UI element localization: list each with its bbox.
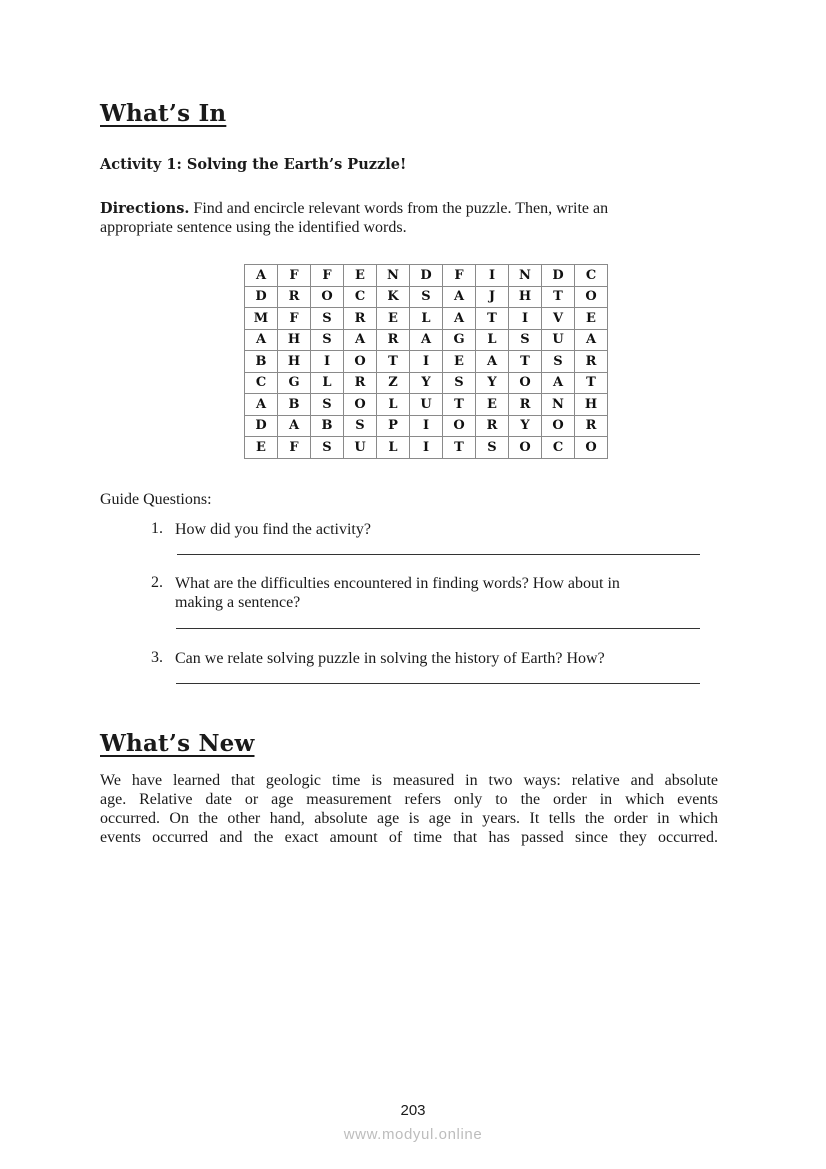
puzzle-cell[interactable]: C: [542, 437, 575, 459]
puzzle-cell[interactable]: O: [311, 286, 344, 308]
puzzle-cell[interactable]: S: [443, 372, 476, 394]
puzzle-cell[interactable]: I: [509, 308, 542, 330]
puzzle-cell[interactable]: D: [245, 415, 278, 437]
puzzle-cell[interactable]: T: [575, 372, 608, 394]
puzzle-cell[interactable]: S: [311, 437, 344, 459]
puzzle-cell[interactable]: N: [377, 265, 410, 287]
puzzle-cell[interactable]: E: [476, 394, 509, 416]
puzzle-cell[interactable]: O: [542, 415, 575, 437]
puzzle-cell[interactable]: R: [476, 415, 509, 437]
puzzle-row: [245, 351, 608, 373]
puzzle-cell[interactable]: L: [410, 308, 443, 330]
puzzle-cell[interactable]: T: [443, 437, 476, 459]
puzzle-cell[interactable]: A: [443, 286, 476, 308]
puzzle-cell[interactable]: S: [311, 394, 344, 416]
puzzle-cell[interactable]: R: [344, 308, 377, 330]
puzzle-cell[interactable]: D: [542, 265, 575, 287]
puzzle-cell[interactable]: G: [443, 329, 476, 351]
puzzle-cell[interactable]: M: [245, 308, 278, 330]
puzzle-cell[interactable]: J: [476, 286, 509, 308]
answer-line[interactable]: [176, 628, 700, 629]
puzzle-cell[interactable]: S: [410, 286, 443, 308]
puzzle-cell[interactable]: A: [542, 372, 575, 394]
puzzle-cell[interactable]: A: [344, 329, 377, 351]
puzzle-cell[interactable]: A: [410, 329, 443, 351]
page-number: 203: [400, 1102, 426, 1119]
puzzle-cell[interactable]: A: [245, 265, 278, 287]
puzzle-cell[interactable]: S: [542, 351, 575, 373]
puzzle-cell[interactable]: U: [542, 329, 575, 351]
puzzle-cell[interactable]: T: [509, 351, 542, 373]
puzzle-cell[interactable]: O: [575, 286, 608, 308]
question-text: [175, 574, 705, 612]
puzzle-cell[interactable]: O: [443, 415, 476, 437]
puzzle-cell[interactable]: A: [245, 329, 278, 351]
puzzle-cell[interactable]: B: [245, 351, 278, 373]
puzzle-cell[interactable]: A: [476, 351, 509, 373]
puzzle-cell[interactable]: N: [542, 394, 575, 416]
puzzle-cell[interactable]: L: [476, 329, 509, 351]
paragraph-line: We have learned that geologic time is measured in two ways: relative and absolute: [100, 772, 718, 789]
question-text-line: making a sentence?: [175, 594, 301, 611]
puzzle-cell[interactable]: C: [575, 265, 608, 287]
puzzle-cell[interactable]: L: [377, 394, 410, 416]
puzzle-cell[interactable]: F: [278, 265, 311, 287]
directions: [100, 199, 740, 237]
puzzle-cell[interactable]: E: [575, 308, 608, 330]
puzzle-cell[interactable]: L: [311, 372, 344, 394]
puzzle-cell[interactable]: G: [278, 372, 311, 394]
paragraph-line: events occurred and the exact amount of time that has passed since they occurred.: [100, 829, 718, 846]
puzzle-cell[interactable]: R: [509, 394, 542, 416]
directions-label: Directions.: [100, 200, 190, 217]
puzzle-cell[interactable]: H: [278, 351, 311, 373]
puzzle-cell[interactable]: I: [410, 437, 443, 459]
puzzle-cell[interactable]: A: [278, 415, 311, 437]
puzzle-cell[interactable]: D: [410, 265, 443, 287]
directions-text-1: Find and encircle relevant words from the puzzle. Then, write an: [189, 200, 609, 217]
puzzle-cell[interactable]: R: [377, 329, 410, 351]
puzzle-cell[interactable]: R: [575, 415, 608, 437]
puzzle-cell[interactable]: F: [443, 265, 476, 287]
puzzle-cell[interactable]: P: [377, 415, 410, 437]
question-number: 1.: [151, 520, 163, 537]
puzzle-cell[interactable]: O: [344, 351, 377, 373]
puzzle-cell[interactable]: B: [278, 394, 311, 416]
whats-new-heading: What’s New: [100, 730, 255, 757]
whats-in-heading: What’s In: [100, 100, 227, 127]
puzzle-cell[interactable]: H: [278, 329, 311, 351]
paragraph-line: age. Relative date or age measurement refers only to the order in which events: [100, 791, 718, 808]
answer-line[interactable]: [176, 683, 700, 684]
puzzle-cell[interactable]: A: [245, 394, 278, 416]
puzzle-cell[interactable]: E: [344, 265, 377, 287]
puzzle-cell[interactable]: S: [344, 415, 377, 437]
puzzle-cell[interactable]: N: [509, 265, 542, 287]
puzzle-cell[interactable]: R: [278, 286, 311, 308]
puzzle-cell[interactable]: S: [476, 437, 509, 459]
puzzle-cell[interactable]: Y: [476, 372, 509, 394]
question-number: 2.: [151, 574, 163, 591]
puzzle-cell[interactable]: R: [575, 351, 608, 373]
puzzle-cell[interactable]: U: [344, 437, 377, 459]
whats-new-paragraph: [100, 771, 718, 847]
puzzle-cell[interactable]: O: [509, 437, 542, 459]
puzzle-cell[interactable]: H: [509, 286, 542, 308]
puzzle-row: [245, 437, 608, 459]
puzzle-cell[interactable]: S: [311, 308, 344, 330]
puzzle-cell[interactable]: R: [344, 372, 377, 394]
puzzle-cell[interactable]: U: [410, 394, 443, 416]
puzzle-cell[interactable]: Z: [377, 372, 410, 394]
puzzle-cell[interactable]: E: [377, 308, 410, 330]
puzzle-cell[interactable]: H: [575, 394, 608, 416]
puzzle-cell[interactable]: C: [245, 372, 278, 394]
puzzle-cell[interactable]: I: [311, 351, 344, 373]
puzzle-row: [245, 415, 608, 437]
activity-title: Activity 1: Solving the Earth’s Puzzle!: [100, 156, 407, 173]
puzzle-cell[interactable]: E: [245, 437, 278, 459]
puzzle-cell[interactable]: S: [311, 329, 344, 351]
puzzle-cell[interactable]: T: [542, 286, 575, 308]
puzzle-cell[interactable]: S: [509, 329, 542, 351]
puzzle-cell[interactable]: K: [377, 286, 410, 308]
puzzle-cell[interactable]: L: [377, 437, 410, 459]
puzzle-cell[interactable]: I: [476, 265, 509, 287]
puzzle-cell[interactable]: I: [410, 415, 443, 437]
question-text: How did you find the activity?: [175, 521, 371, 538]
question-text-line: What are the difficulties encountered in finding words? How about in: [175, 575, 620, 592]
question-number: 3.: [151, 649, 163, 666]
guide-questions-label: Guide Questions:: [100, 491, 212, 508]
puzzle-cell[interactable]: F: [278, 308, 311, 330]
puzzle-row: [245, 265, 608, 287]
word-search-puzzle: [244, 264, 608, 459]
puzzle-cell[interactable]: B: [311, 415, 344, 437]
puzzle-cell[interactable]: O: [509, 372, 542, 394]
puzzle-row: [245, 394, 608, 416]
puzzle-row: [245, 329, 608, 351]
puzzle-cell[interactable]: E: [443, 351, 476, 373]
puzzle-cell[interactable]: Y: [509, 415, 542, 437]
puzzle-cell[interactable]: A: [575, 329, 608, 351]
puzzle-cell[interactable]: T: [443, 394, 476, 416]
paragraph-line: occurred. On the other hand, absolute age is age in years. It tells the order in which: [100, 810, 718, 827]
puzzle-cell[interactable]: C: [344, 286, 377, 308]
puzzle-cell[interactable]: D: [245, 286, 278, 308]
puzzle-cell[interactable]: O: [344, 394, 377, 416]
question-text: Can we relate solving puzzle in solving the history of Earth? How?: [175, 650, 605, 667]
puzzle-cell[interactable]: F: [311, 265, 344, 287]
directions-text-2: appropriate sentence using the identified words.: [100, 219, 407, 236]
puzzle-cell[interactable]: V: [542, 308, 575, 330]
puzzle-row: [245, 286, 608, 308]
puzzle-row: [245, 308, 608, 330]
puzzle-cell[interactable]: I: [410, 351, 443, 373]
puzzle-cell[interactable]: T: [476, 308, 509, 330]
watermark: www.modyul.online: [343, 1126, 483, 1143]
puzzle-cell[interactable]: A: [443, 308, 476, 330]
puzzle-cell[interactable]: F: [278, 437, 311, 459]
puzzle-cell[interactable]: Y: [410, 372, 443, 394]
puzzle-cell[interactable]: T: [377, 351, 410, 373]
puzzle-row: [245, 372, 608, 394]
answer-line[interactable]: [177, 554, 700, 555]
puzzle-cell[interactable]: O: [575, 437, 608, 459]
